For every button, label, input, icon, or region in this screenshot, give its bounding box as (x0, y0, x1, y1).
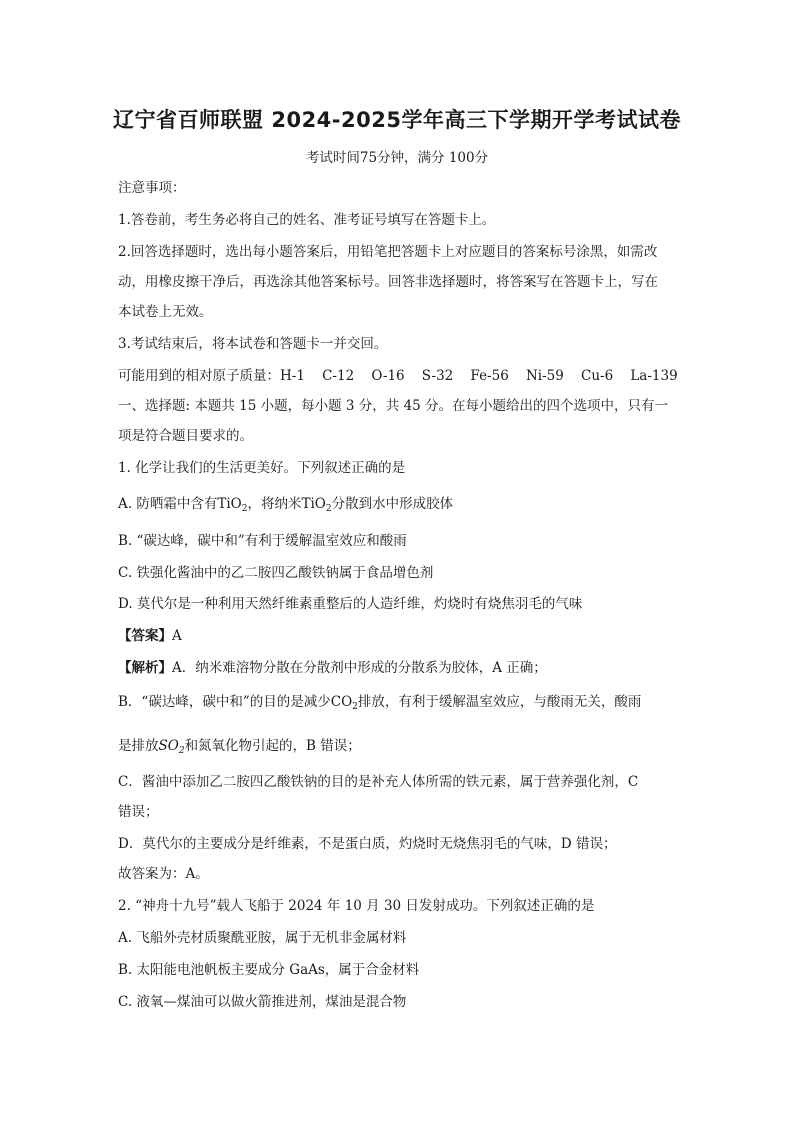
section-1-line-2: 项是符合题目要求的。 (118, 428, 253, 444)
notice-item-2-line-1: 2.回答选择题时，选出每小题答案后，用铅笔把答题卡上对应题目的答案标号涂黑，如需改 (118, 244, 658, 260)
question-2-stem: 2. “神舟十九号”载人飞船于 2024 年 10 月 30 日发射成功。下列叙述正确的是 (118, 898, 595, 914)
formula-tio2: TiO$_2$ (301, 496, 332, 514)
question-1-option-c: C. 铁强化酱油中的乙二胺四乙酸铁钠属于食品增色剂 (118, 565, 434, 581)
analysis-a-text: A．纳米难溶物分散在分散剂中形成的分散系为胶体，A 正确； (172, 660, 547, 676)
analysis-label: 【解析】 (118, 660, 172, 676)
notice-item-1: 1.答卷前，考生务必将自己的姓名、准考证号填写在答题卡上。 (118, 212, 496, 228)
exam-subtitle: 考试时间75分钟，满分 100分 (305, 150, 489, 166)
option-a-suffix: 分散到水中形成胶体 (331, 496, 454, 512)
formula-tio2: TiO$_2$ (217, 496, 248, 514)
notice-item-3: 3.考试结束后，将本试卷和答题卡一并交回。 (118, 336, 388, 352)
notice-item-2-line-2: 动，用橡皮擦干净后，再选涂其他答案标号。回答非选择题时，将答案写在答题卡上，写在 (118, 274, 658, 290)
question-1-analysis-b-line-1: B．“碳达峰，碳中和”的目的是减少$CO_2$排放，有利于缓解温室效应，与酸雨无关，酸雨 (118, 694, 642, 712)
question-1-analysis-c-line-2: 错误； (118, 804, 159, 820)
option-a-prefix: A. 防晒霜中含有 (118, 496, 218, 512)
answer-label: 【答案】 (118, 628, 172, 644)
formula-co2: $CO_2$ (330, 694, 358, 712)
question-1-analysis-c-line-1: C．酱油中添加乙二胺四乙酸铁钠的目的是补充人体所需的铁元素，属于营养强化剂，C (118, 774, 639, 790)
question-1-analysis-b-line-2: 是排放$SO_2$和氮氧化物引起的，B 错误； (118, 738, 361, 756)
option-a-middle: ，将纳米 (247, 496, 302, 512)
question-1-analysis-d: D．莫代尔的主要成分是纤维素，不是蛋白质，灼烧时无烧焦羽毛的气味，D 错误； (118, 836, 617, 852)
answer-value: A (172, 628, 182, 644)
notice-heading: 注意事项： (118, 180, 186, 196)
exam-title: 辽宁省百师联盟 2024-2025学年高三下学期开学考试试卷 (113, 108, 681, 132)
question-1-option-a (118, 492, 678, 514)
question-1-answer (118, 624, 678, 644)
section-1-line-1: 一、选择题: 本题共 15 小题，每小题 3 分，共 45 分。在每小题给出的四个选项中，只有一 (118, 398, 669, 414)
question-1-option-b: B. “碳达峰，碳中和”有利于缓解温室效应和酸雨 (118, 533, 407, 549)
question-1-conclusion: 故答案为：A。 (118, 866, 209, 882)
atomic-masses: 可能用到的相对原子质量：H-1 C-12 O-16 S-32 Fe-56 Ni-59 Cu-6 La-139 (118, 368, 678, 384)
formula-so2: $SO_2$ (158, 738, 185, 756)
question-1-stem: 1. 化学让我们的生活更美好。下列叙述正确的是 (118, 460, 406, 476)
question-2-option-a: A. 飞船外壳材质聚酰亚胺，属于无机非金属材料 (118, 930, 407, 946)
notice-item-2-line-3: 本试卷上无效。 (118, 304, 213, 320)
question-2-option-c: C. 液氧—煤油可以做火箭推进剂，煤油是混合物 (118, 994, 407, 1010)
question-1-option-d: D. 莫代尔是一种利用天然纤维素重整后的人造纤维，灼烧时有烧焦羽毛的气味 (118, 596, 583, 612)
question-1-analysis-a (118, 656, 678, 676)
question-2-option-b: B. 太阳能电池帆板主要成分 GaAs，属于合金材料 (118, 962, 420, 978)
